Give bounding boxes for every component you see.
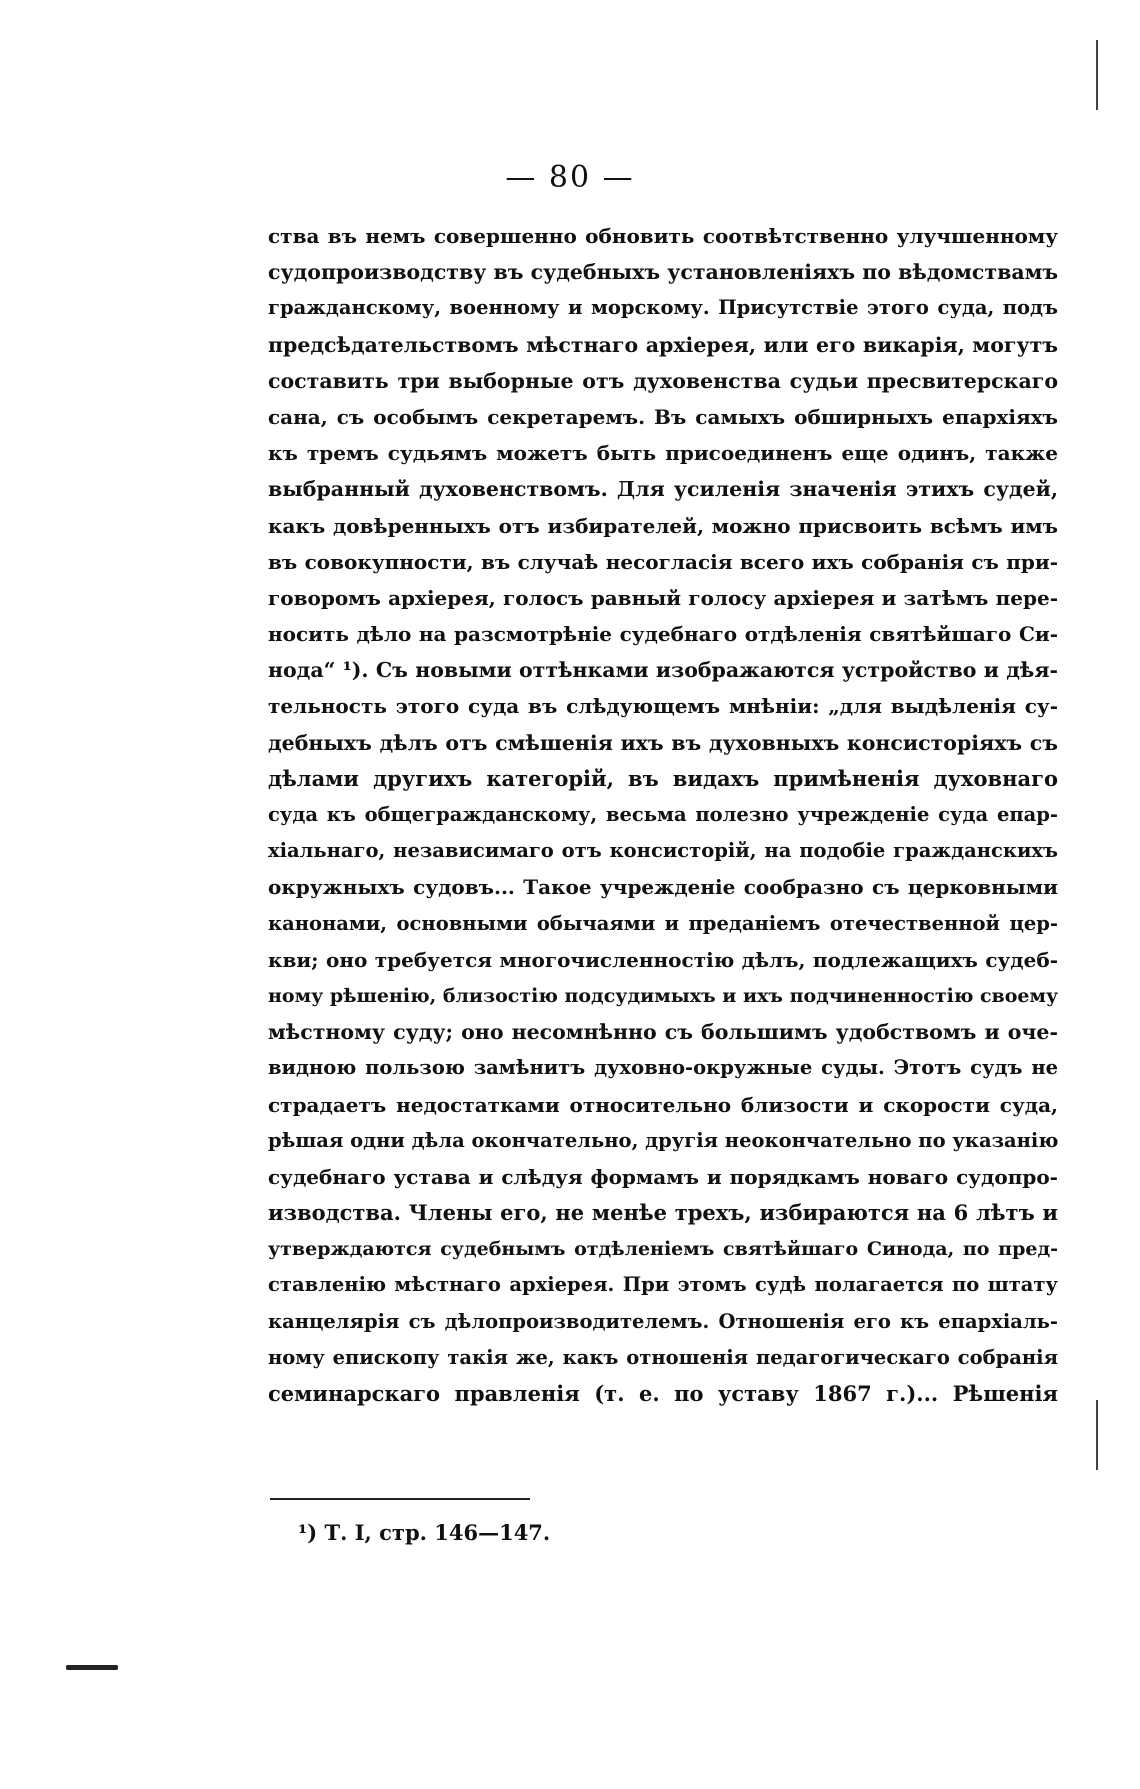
- text-line: утверждаются судебнымъ отдѣленіемъ святѣйшаго Синода, по пред-: [268, 1238, 1058, 1261]
- text-line: мѣстному суду; оно несомнѣнно съ большимъ удобствомъ и оче-: [268, 1020, 1058, 1045]
- scan-edge-mark: [1096, 40, 1098, 110]
- text-line: ства въ немъ совершенно обновить соотвѣтственно улучшенному: [268, 224, 1058, 248]
- text-line: какъ довѣренныхъ отъ избирателей, можно присвоить всѣмъ имъ: [268, 513, 1058, 538]
- footnote: ¹) Т. I, стр. 146—147.: [298, 1520, 551, 1545]
- text-line: дѣлами другихъ категорій, въ видахъ примѣненія духовнаго: [268, 765, 1058, 791]
- text-line: составить три выборные отъ духовенства судьи пресвитерскаго: [268, 368, 1058, 393]
- text-line: ставленію мѣстнаго архіерея. При этомъ судѣ полагается по штату: [268, 1273, 1058, 1297]
- scan-edge-mark: [1096, 1400, 1098, 1470]
- page-number: — 80 —: [505, 160, 635, 195]
- text-line: сана, съ особымъ секретаремъ. Въ самыхъ обширныхъ епархіяхъ: [268, 404, 1058, 429]
- text-line: дебныхъ дѣлъ отъ смѣшенія ихъ въ духовныхъ консисторіяхъ съ: [268, 730, 1058, 755]
- text-line: въ совокупности, въ случаѣ несогласія всего ихъ собранія съ при-: [268, 549, 1058, 574]
- text-line: судопроизводству въ судебныхъ установленіяхъ по вѣдомствамъ: [268, 260, 1059, 285]
- text-line: ному епископу такія же, какъ отношенія педагогическаго собранія: [268, 1345, 1058, 1369]
- text-line: страдаетъ недостатками относительно близости и скорости суда,: [268, 1092, 1058, 1117]
- text-line: тельность этого суда въ слѣдующемъ мнѣніи: „для выдѣленія су-: [268, 694, 1058, 719]
- text-line: канцелярія съ дѣлопроизводителемъ. Отношенія его къ епархіаль-: [268, 1309, 1058, 1333]
- text-line: предсѣдательствомъ мѣстнаго архіерея, или его викарія, могутъ: [268, 332, 1058, 357]
- body-text: [268, 218, 1058, 1412]
- text-line: суда къ общегражданскому, весьма полезно учрежденіе суда епар-: [268, 803, 1058, 826]
- text-line: окружныхъ судовъ... Такое учрежденіе сообразно съ церковными: [268, 875, 1058, 900]
- text-line: рѣшая одни дѣла окончательно, другія неокончательно по указанію: [268, 1128, 1059, 1152]
- footnote-divider: [270, 1498, 530, 1500]
- text-line: хіальнаго, независимаго отъ консисторій, на подобіе гражданскихъ: [268, 839, 1058, 863]
- text-line: говоромъ архіерея, голосъ равный голосу архіерея и затѣмъ пере-: [268, 585, 1058, 610]
- text-line: канонами, основными обычаями и преданіемъ отечественной цер-: [268, 911, 1058, 935]
- text-line: семинарскаго правленія (т. е. по уставу 1867 г.)... Рѣшенія: [268, 1381, 1058, 1406]
- text-line: выбранный духовенствомъ. Для усиленія значенія этихъ судей,: [268, 477, 1058, 502]
- scan-smudge: [66, 1665, 118, 1670]
- text-line: ному рѣшенію, близостію подсудимыхъ и ихъ подчиненностію своему: [268, 984, 1059, 1007]
- text-line: носить дѣло на разсмотрѣніе судебнаго отдѣленія святѣйшаго Си-: [268, 622, 1058, 647]
- text-line: нода“ ¹). Съ новыми оттѣнками изображаются устройство и дѣя-: [268, 658, 1058, 683]
- text-line: видною пользою замѣнитъ духовно-окружные суды. Этотъ судъ не: [268, 1056, 1058, 1080]
- text-line: къ тремъ судьямъ можетъ быть присоединенъ еще одинъ, также: [268, 441, 1058, 466]
- text-line: кви; оно требуется многочисленностію дѣлъ, подлежащихъ судеб-: [268, 947, 1058, 972]
- text-line: судебнаго устава и слѣдуя формамъ и порядкамъ новаго судопро-: [268, 1164, 1058, 1189]
- text-line: гражданскому, военному и морскому. Присутствіе этого суда, подъ: [268, 296, 1058, 320]
- text-line: изводства. Члены его, не менѣе трехъ, избираются на 6 лѣтъ и: [268, 1200, 1058, 1226]
